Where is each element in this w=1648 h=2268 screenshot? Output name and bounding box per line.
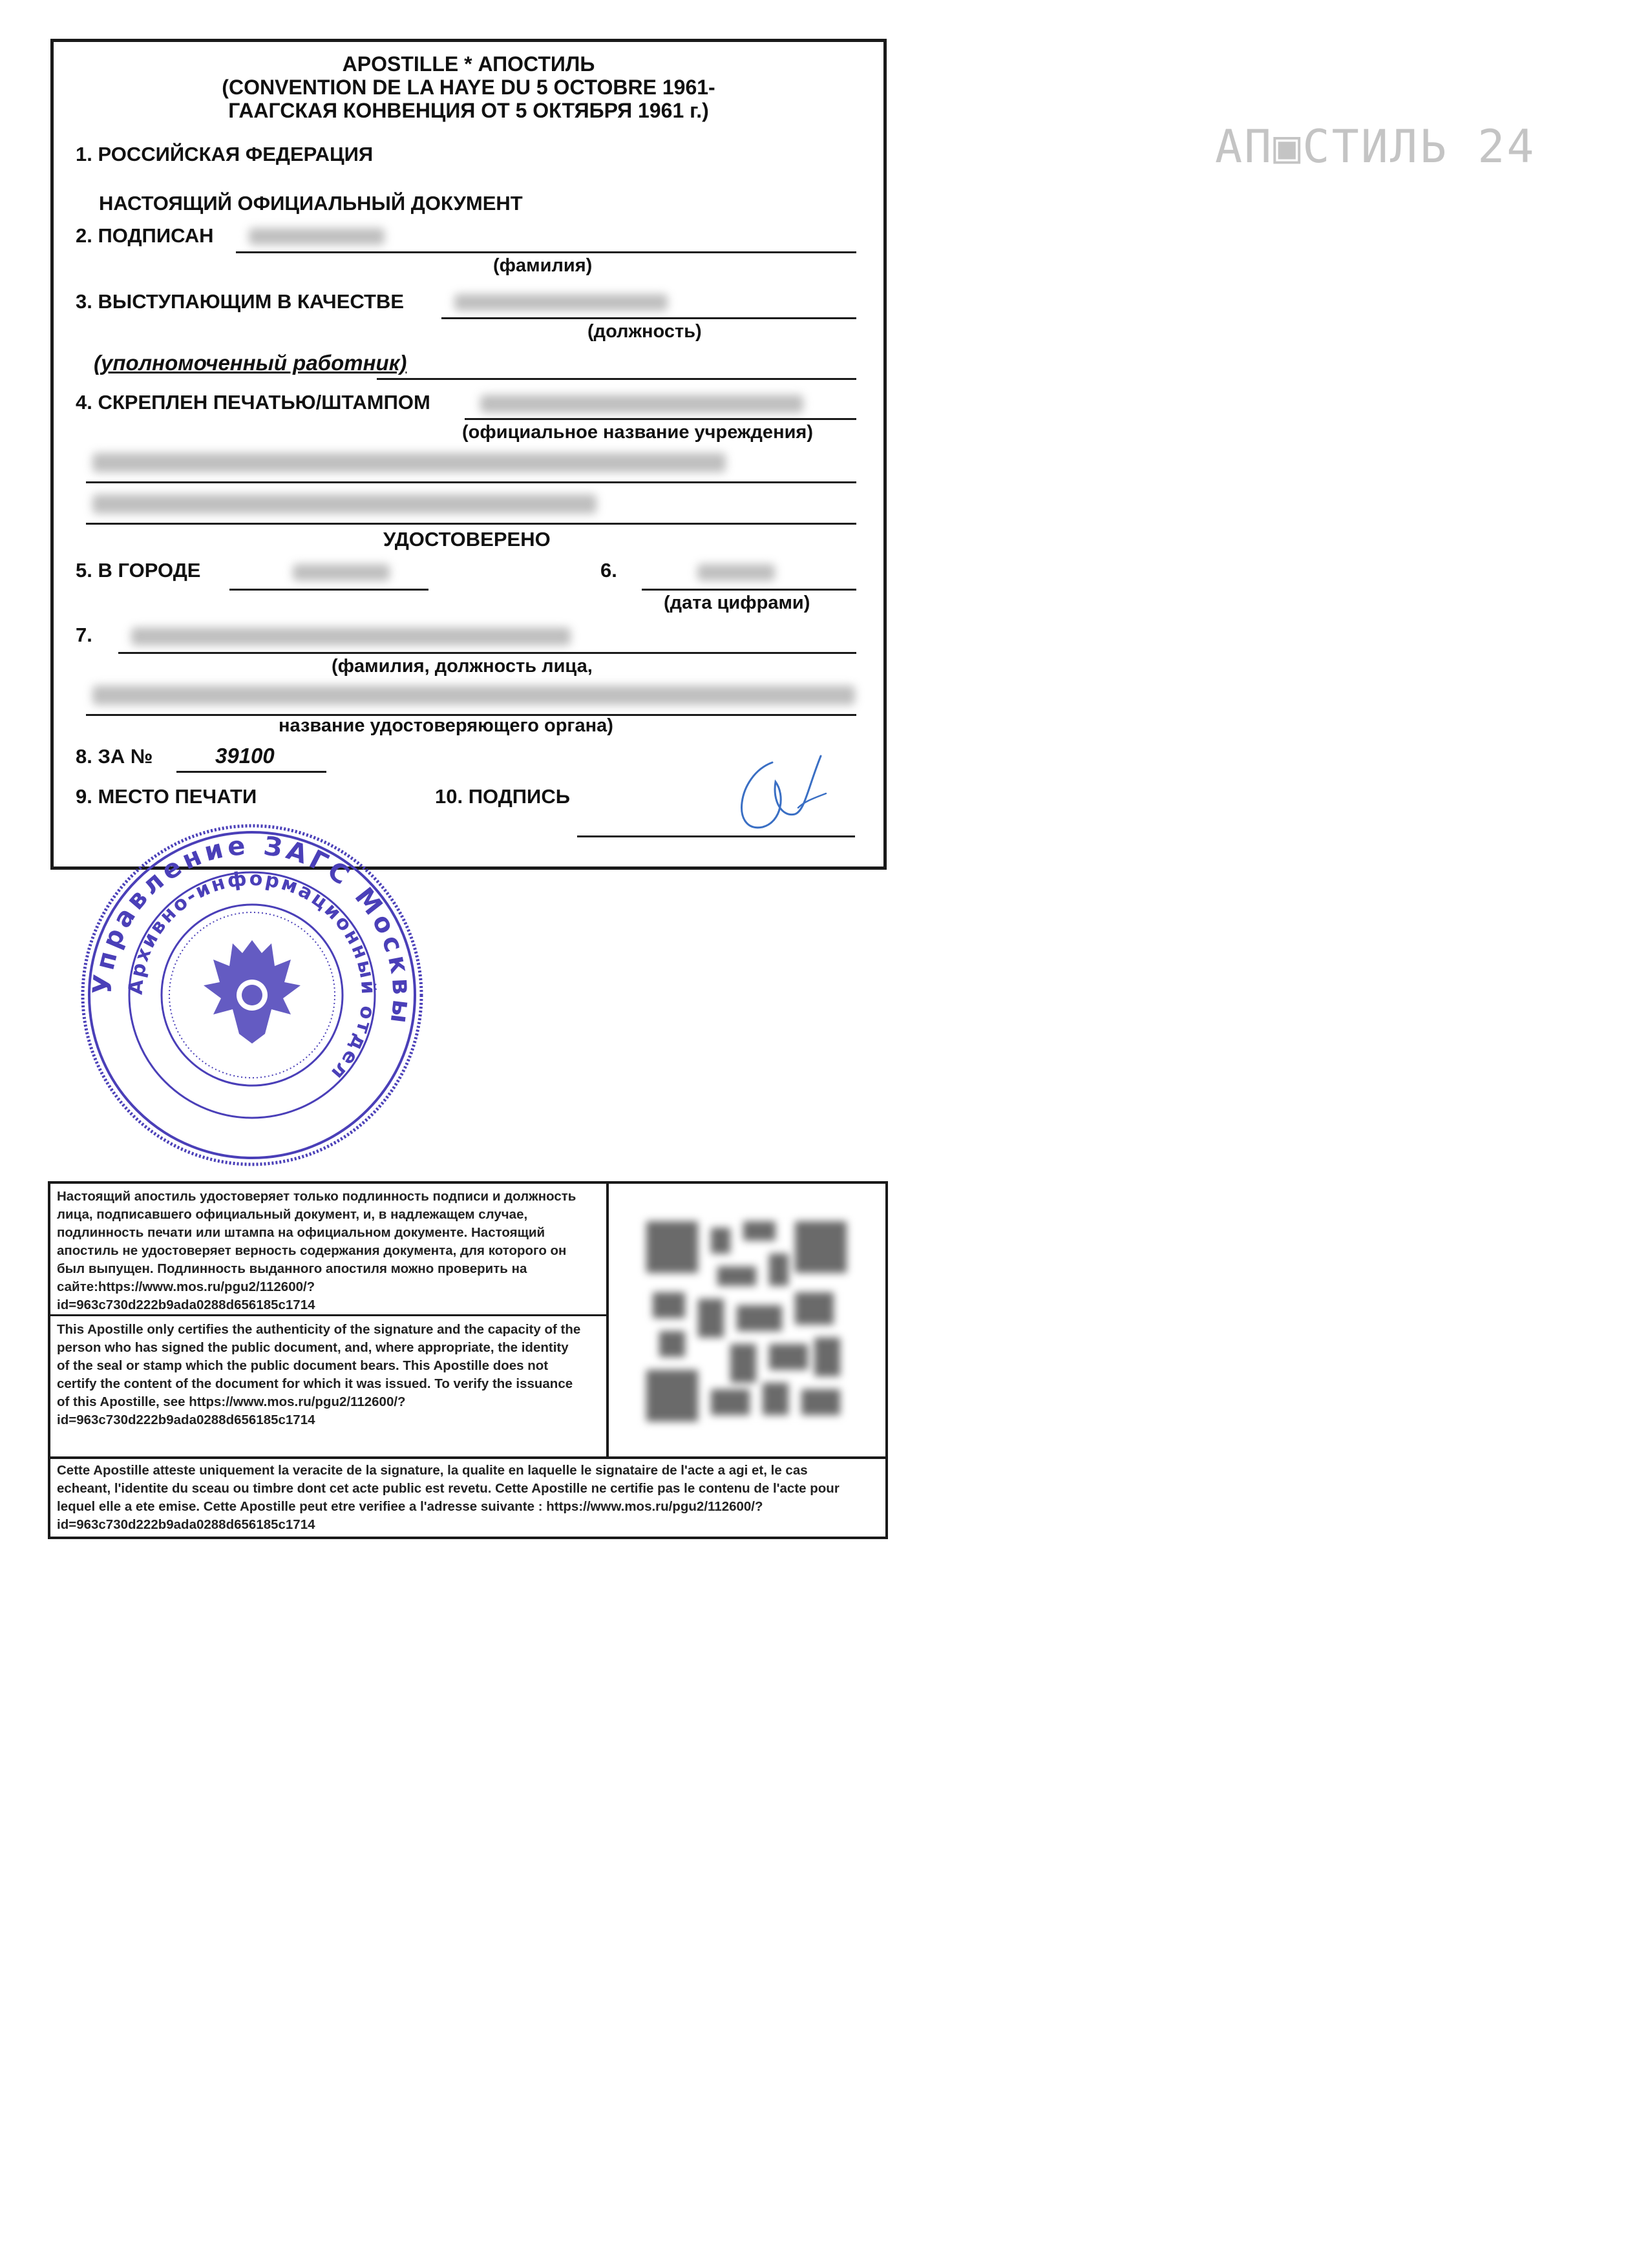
date-caption: (дата цифрами) [664,593,810,613]
field-city-label: 5. В ГОРОДЕ [76,559,201,582]
header-line-1: APOSTILLE * АПОСТИЛЬ [342,52,595,76]
notice-ru-line: лица, подписавшего официальный документ, и, в надлежащем случае, [57,1207,528,1222]
notice-en-line: of this Apostille, see https://www.mos.ru/pgu2/112600/? [57,1394,406,1409]
certified-heading: УДОСТОВЕРЕНО [383,528,551,551]
notice-fr [57,1462,840,1534]
field-date-label: 6. [600,559,617,582]
notice-ru-line: подлинность печати или штампа на официальном документе. Настоящий [57,1225,545,1240]
seal-line [465,418,856,420]
person-line [118,652,856,654]
redacted-city [293,564,390,581]
field-signed-label: 2. ПОДПИСАН [76,224,214,247]
number-line [176,771,326,773]
person-caption: (фамилия, должность лица, [332,656,593,677]
coat-of-arms-icon [204,940,301,1044]
date-line [642,589,856,591]
stamp-inner-text: Архивно-информационный отдел [124,867,380,1086]
notice-en [57,1321,580,1429]
institution-caption: (официальное название учреждения) [462,422,813,443]
officer-line [377,378,856,380]
position-caption: (должность) [587,321,702,342]
notice-ru-line: Настоящий апостиль удостоверяет только подлинность подписи и должность [57,1189,576,1204]
redacted-institution-line-2 [92,494,597,514]
notice-ru-line: сайте:https://www.mos.ru/pgu2/112600/? [57,1279,315,1294]
field-capacity-label: 3. ВЫСТУПАЮЩИМ В КАЧЕСТВЕ [76,290,405,313]
notice-fr-line: lequel elle a ete emise. Cette Apostille peut etre verifiee a l'adresse suivante : https://www.mos.ru/pgu2/112600/? [57,1499,763,1514]
notice-fr-line: echeant, l'identite du sceau ou timbre dont cet acte public est revetu. Cette Apostille ne certifie pas le contenu de l'acte pour [57,1481,840,1496]
notice-ru-line: был выпущен. Подлинность выданного апостиля можно проверить на [57,1261,527,1276]
notice-divider-1 [50,1314,609,1316]
authority-caption: название удостоверяющего органа) [279,715,613,736]
field-country: 1. РОССИЙСКАЯ ФЕДЕРАЦИЯ [76,143,374,165]
redacted-institution-line-1 [92,453,726,472]
header-line-3: ГААГСКАЯ КОНВЕНЦИЯ ОТ 5 ОКТЯБРЯ 1961 г.) [228,99,709,122]
institution-line-1 [86,481,856,483]
notice-en-line: certify the content of the document for which it was issued. To verify the issuance [57,1376,573,1391]
field-seal-label: 4. СКРЕПЛЕН ПЕЧАТЬЮ/ШТАМПОМ [76,391,430,414]
notice-fr-line: Cette Apostille atteste uniquement la veracite de la signature, la qualite en laquelle le signataire de l'acte a agi et, le cas [57,1463,808,1478]
notice-ru [57,1188,576,1314]
surname-line [236,251,856,253]
field-signature-label: 10. ПОДПИСЬ [435,785,571,808]
redacted-seal [480,395,803,413]
position-line [441,317,856,319]
field-seal-place-label: 9. МЕСТО ПЕЧАТИ [76,785,257,808]
apostille-number: 39100 [215,744,275,768]
notice-en-line: id=963c730d222b9ada0288d656185c1714 [57,1412,315,1427]
signature-mark [724,737,834,846]
institution-line-2 [86,523,856,525]
stamp-outer-text: Управление ЗАГС Москвы [87,830,417,1029]
notice-divider-2 [50,1456,885,1459]
notice-en-line: person who has signed the public document, and, where appropriate, the identity [57,1340,569,1355]
brand-logo: АП▣СТИЛЬ 24 [1215,120,1536,173]
surname-caption: (фамилия) [493,255,593,276]
notice-en-line: This Apostille only certifies the authenticity of the signature and the capacity of the [57,1322,581,1337]
notice-en-line: of the seal or stamp which the public document bears. This Apostille does not [57,1358,549,1373]
redacted-person [131,627,571,646]
notice-ru-line: апостиль не удостоверяет верность содержания документа, для которого он [57,1243,567,1258]
authorized-officer: (уполномоченный работник) [94,351,407,375]
redacted-date [697,564,775,581]
qr-code-icon [640,1215,853,1428]
field-doc-intro: НАСТОЯЩИЙ ОФИЦИАЛЬНЫЙ ДОКУМЕНТ [99,192,523,215]
city-line [229,589,428,591]
field-number-label: 8. ЗА № [76,745,153,768]
official-seal [78,821,427,1170]
notice-ru-line: id=963c730d222b9ada0288d656185c1714 [57,1297,315,1312]
redacted-position [454,294,668,311]
redacted-authority [92,686,855,705]
field-by-label: 7. [76,624,92,646]
redacted-surname [249,228,385,245]
header-line-2: (CONVENTION DE LA HAYE DU 5 OCTOBRE 1961- [222,76,715,99]
notice-fr-line: id=963c730d222b9ada0288d656185c1714 [57,1517,315,1532]
